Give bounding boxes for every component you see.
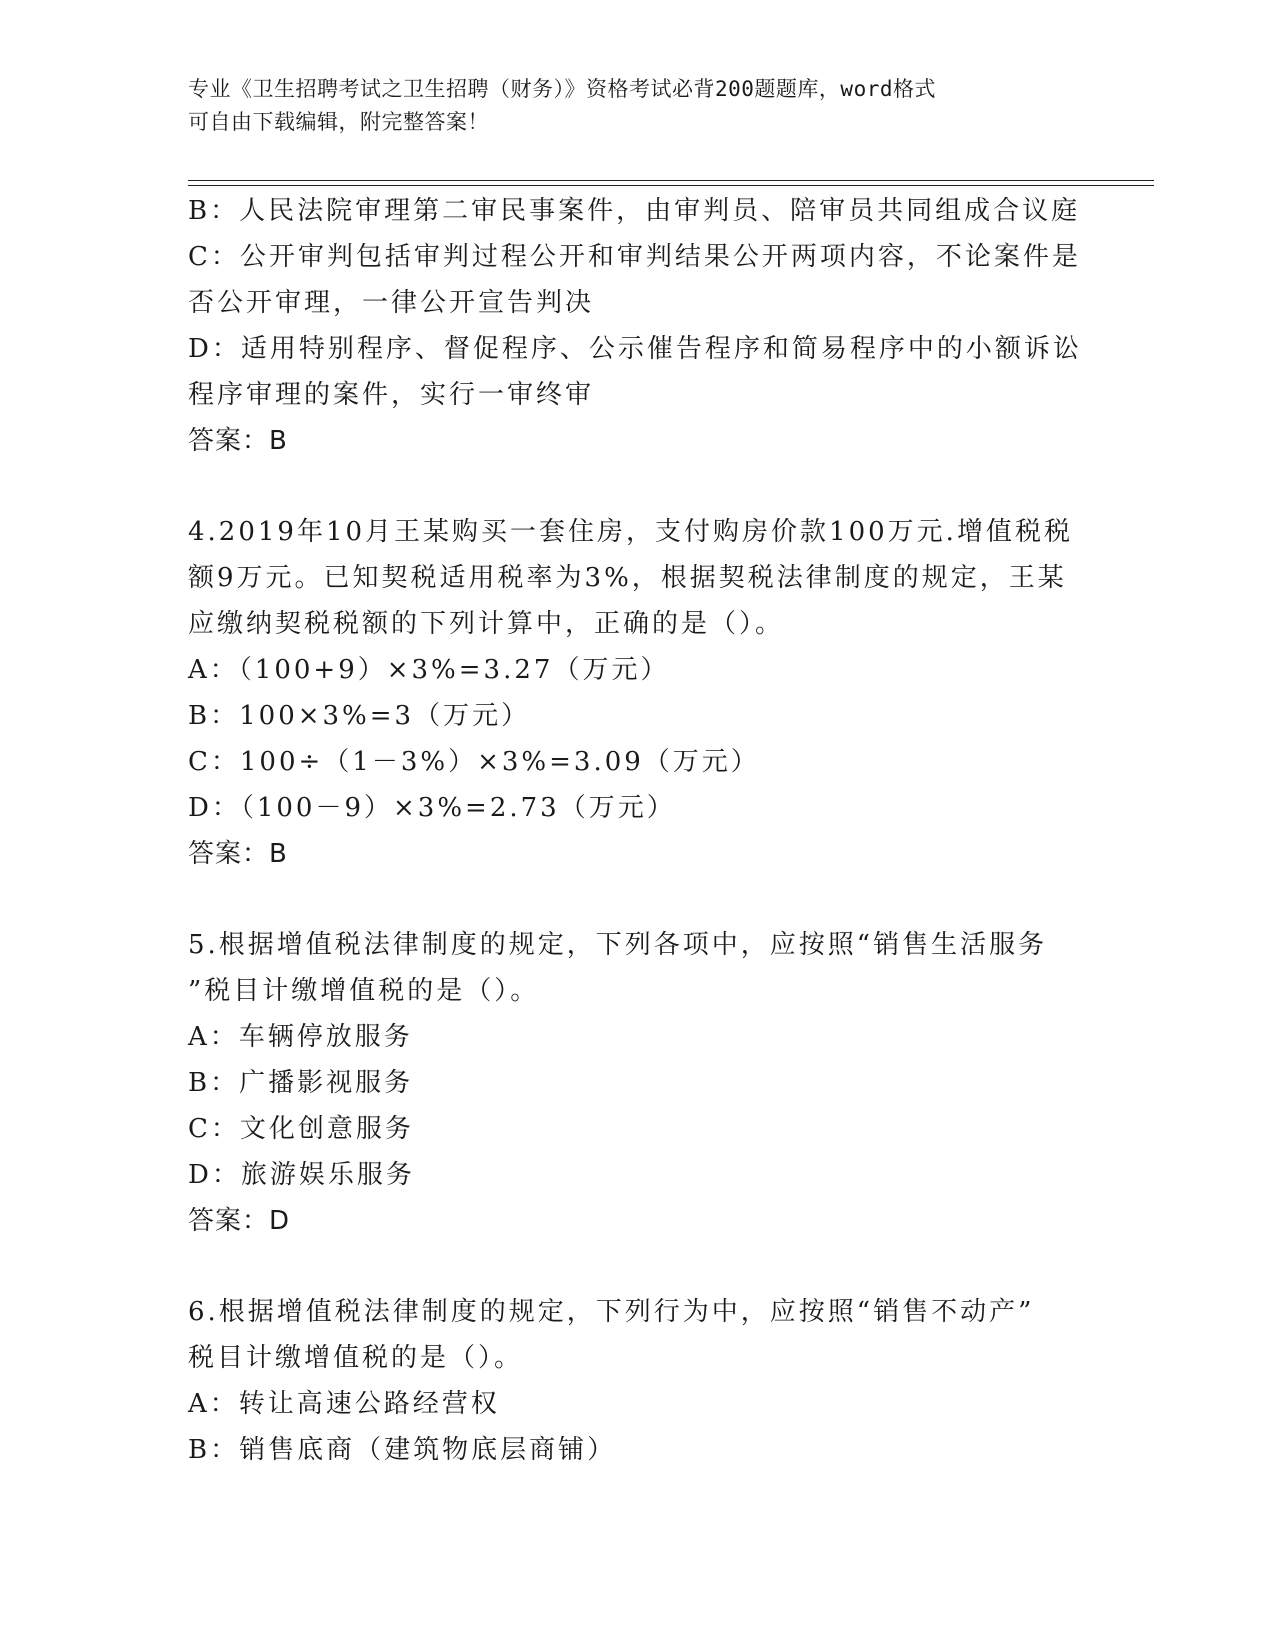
spacer (188, 464, 1088, 509)
q3-answer: 答案：B (188, 426, 288, 456)
q5-option-a: A：车辆停放服务 (188, 1022, 413, 1052)
header-line-2: 可自由下载编辑，附完整答案！ (188, 110, 489, 134)
q5-stem-line-2: ”税目计缴增值税的是（）。 (188, 976, 540, 1006)
q4-answer: 答案：B (188, 839, 288, 869)
q6-stem-line-1: 6.根据增值税法律制度的规定，下列行为中，应按照“销售不动产” (188, 1297, 1035, 1327)
q4-option-c: C：100÷（1－3%）×3%=3.09（万元） (188, 747, 760, 777)
document-header (188, 73, 1088, 139)
q4-stem-line-2: 额9万元。已知契税适用税率为3%，根据契税法律制度的规定，王某 (188, 563, 1067, 593)
q5-option-c: C：文化创意服务 (188, 1114, 414, 1144)
q4-option-a: A：（100+9）×3%=3.27（万元） (188, 655, 670, 685)
spacer (188, 1244, 1088, 1289)
question-4 (188, 509, 1088, 877)
q3-option-c-line-1: C：公开审判包括审判过程公开和审判结果公开两项内容，不论案件是 (188, 242, 1081, 272)
q3-option-d-line-2: 程序审理的案件，实行一审终审 (188, 380, 595, 410)
q3-option-b: B：人民法院审理第二审民事案件，由审判员、陪审员共同组成合议庭 (188, 196, 1081, 226)
q4-stem-line-3: 应缴纳契税税额的下列计算中，正确的是（）。 (188, 609, 785, 639)
q5-stem-line-1: 5.根据增值税法律制度的规定，下列各项中，应按照“销售生活服务 (188, 930, 1048, 960)
header-divider-bottom (188, 185, 1154, 186)
document-body (188, 188, 1088, 1473)
q6-stem-line-2: 税目计缴增值税的是（）。 (188, 1343, 524, 1373)
q4-option-b: B：100×3%=3（万元） (188, 701, 531, 731)
header-line-1: 专业《卫生招聘考试之卫生招聘（财务）》资格考试必背200题题库，word格式 (188, 77, 936, 101)
question-5 (188, 922, 1088, 1244)
q3-option-d-line-1: D：适用特别程序、督促程序、公示催告程序和简易程序中的小额诉讼 (188, 334, 1082, 364)
question-3-continued (188, 188, 1088, 464)
q5-option-b: B：广播影视服务 (188, 1068, 414, 1098)
q6-option-b: B：销售底商（建筑物底层商铺） (188, 1435, 617, 1465)
header-divider-top (188, 180, 1154, 181)
q6-option-a: A：转让高速公路经营权 (188, 1389, 500, 1419)
q4-stem-line-1: 4.2019年10月王某购买一套住房，支付购房价款100万元.增值税税 (188, 517, 1073, 547)
spacer (188, 877, 1088, 922)
q5-option-d: D：旅游娱乐服务 (188, 1160, 415, 1190)
q4-option-d: D：（100－9）×3%=2.73（万元） (188, 793, 676, 823)
question-6 (188, 1289, 1088, 1473)
q3-option-c-line-2: 否公开审理，一律公开宣告判决 (188, 288, 595, 318)
q5-answer: 答案：D (188, 1206, 291, 1236)
